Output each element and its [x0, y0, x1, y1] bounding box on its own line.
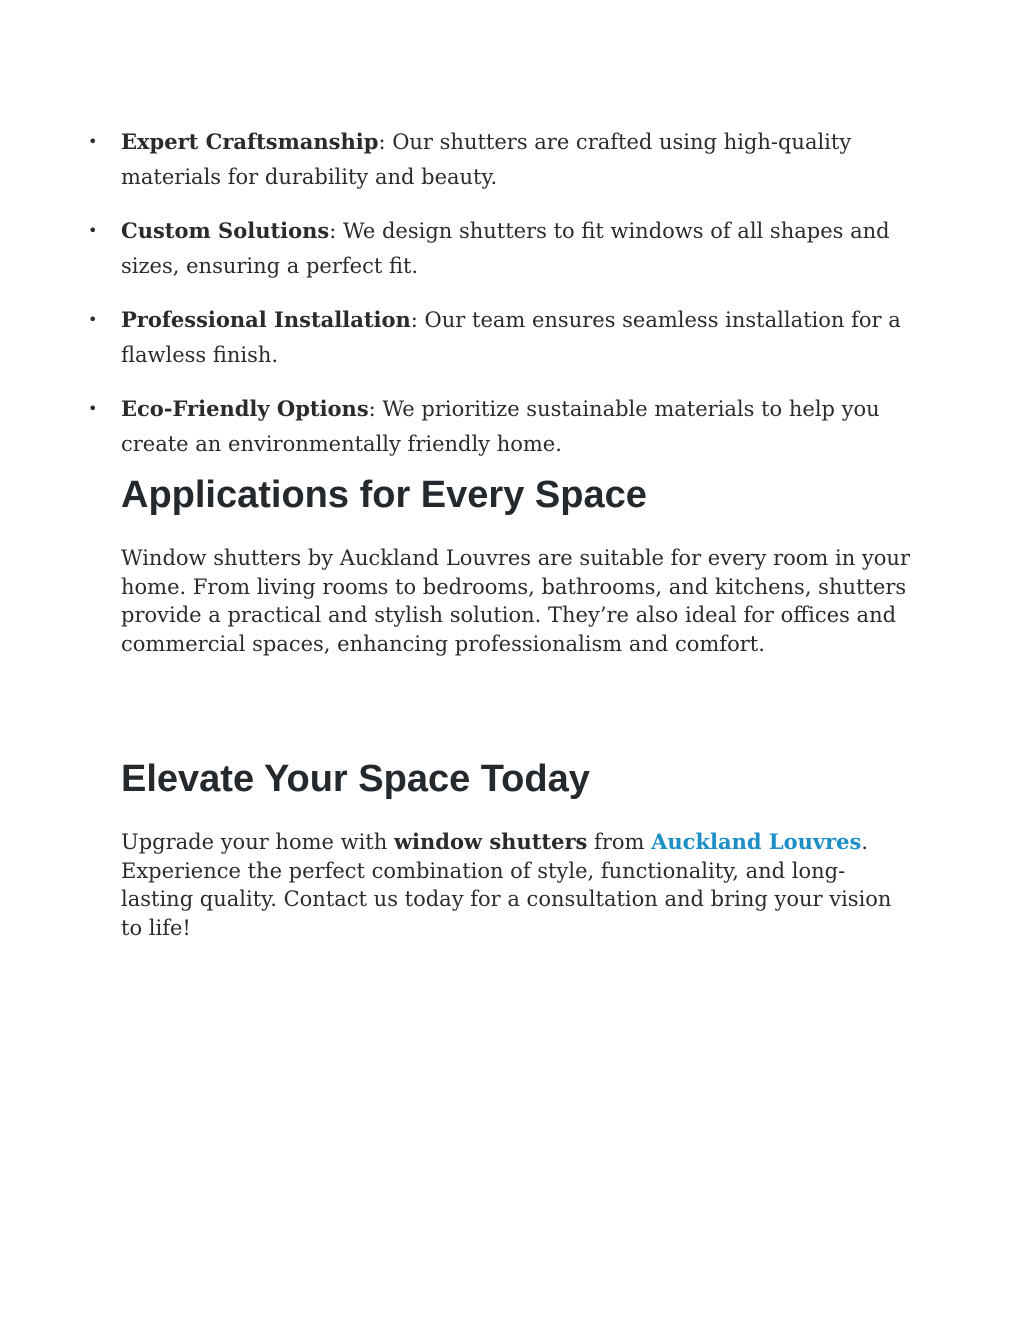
- bullet-icon: •: [88, 310, 98, 329]
- feature-item-eco-friendly: [88, 391, 911, 462]
- feature-item-craftsmanship: [88, 124, 911, 195]
- applications-paragraph: Window shutters by Auckland Louvres are suitable for every room in your home. From living rooms to bedrooms, bathrooms, and kitchens, shutters provide a practical and stylish solution. They’re also ideal for offices and commercial spaces, enhancing professionalism and comfort.: [121, 546, 910, 656]
- elevate-paragraph: [121, 828, 911, 942]
- feature-description: : Our team ensures seamless installation for a flawless finish.: [121, 308, 901, 367]
- feature-item-custom-solutions: [88, 213, 911, 284]
- applications-heading: Applications for Every Space: [121, 474, 647, 516]
- elevate-heading: Elevate Your Space Today: [121, 758, 590, 800]
- auckland-louvres-link[interactable]: Auckland Louvres: [651, 829, 862, 854]
- features-list: [88, 124, 911, 480]
- window-shutters-keyword: window shutters: [393, 829, 588, 854]
- feature-item-installation: [88, 302, 911, 373]
- feature-term: Professional Installation: [121, 307, 411, 332]
- bullet-icon: •: [88, 399, 98, 418]
- feature-term: Expert Craftsmanship: [121, 129, 379, 154]
- bullet-icon: •: [88, 132, 98, 151]
- feature-description: : We prioritize sustainable materials to help you create an environmentally friendly home.: [121, 397, 880, 456]
- feature-term: Eco-Friendly Options: [121, 396, 369, 421]
- feature-description: : Our shutters are crafted using high-quality materials for durability and beauty.: [121, 130, 852, 189]
- feature-description: : We design shutters to fit windows of all shapes and sizes, ensuring a perfect fit.: [121, 219, 890, 278]
- elevate-intro: Upgrade your home with: [121, 830, 394, 854]
- bullet-icon: •: [88, 221, 98, 240]
- feature-term: Custom Solutions: [121, 218, 330, 243]
- elevate-rest: . Experience the perfect combination of style, functionality, and long-lasting quality. Contact us today for a consultation and bring your vision to life!: [121, 830, 892, 940]
- elevate-from: from: [587, 830, 652, 854]
